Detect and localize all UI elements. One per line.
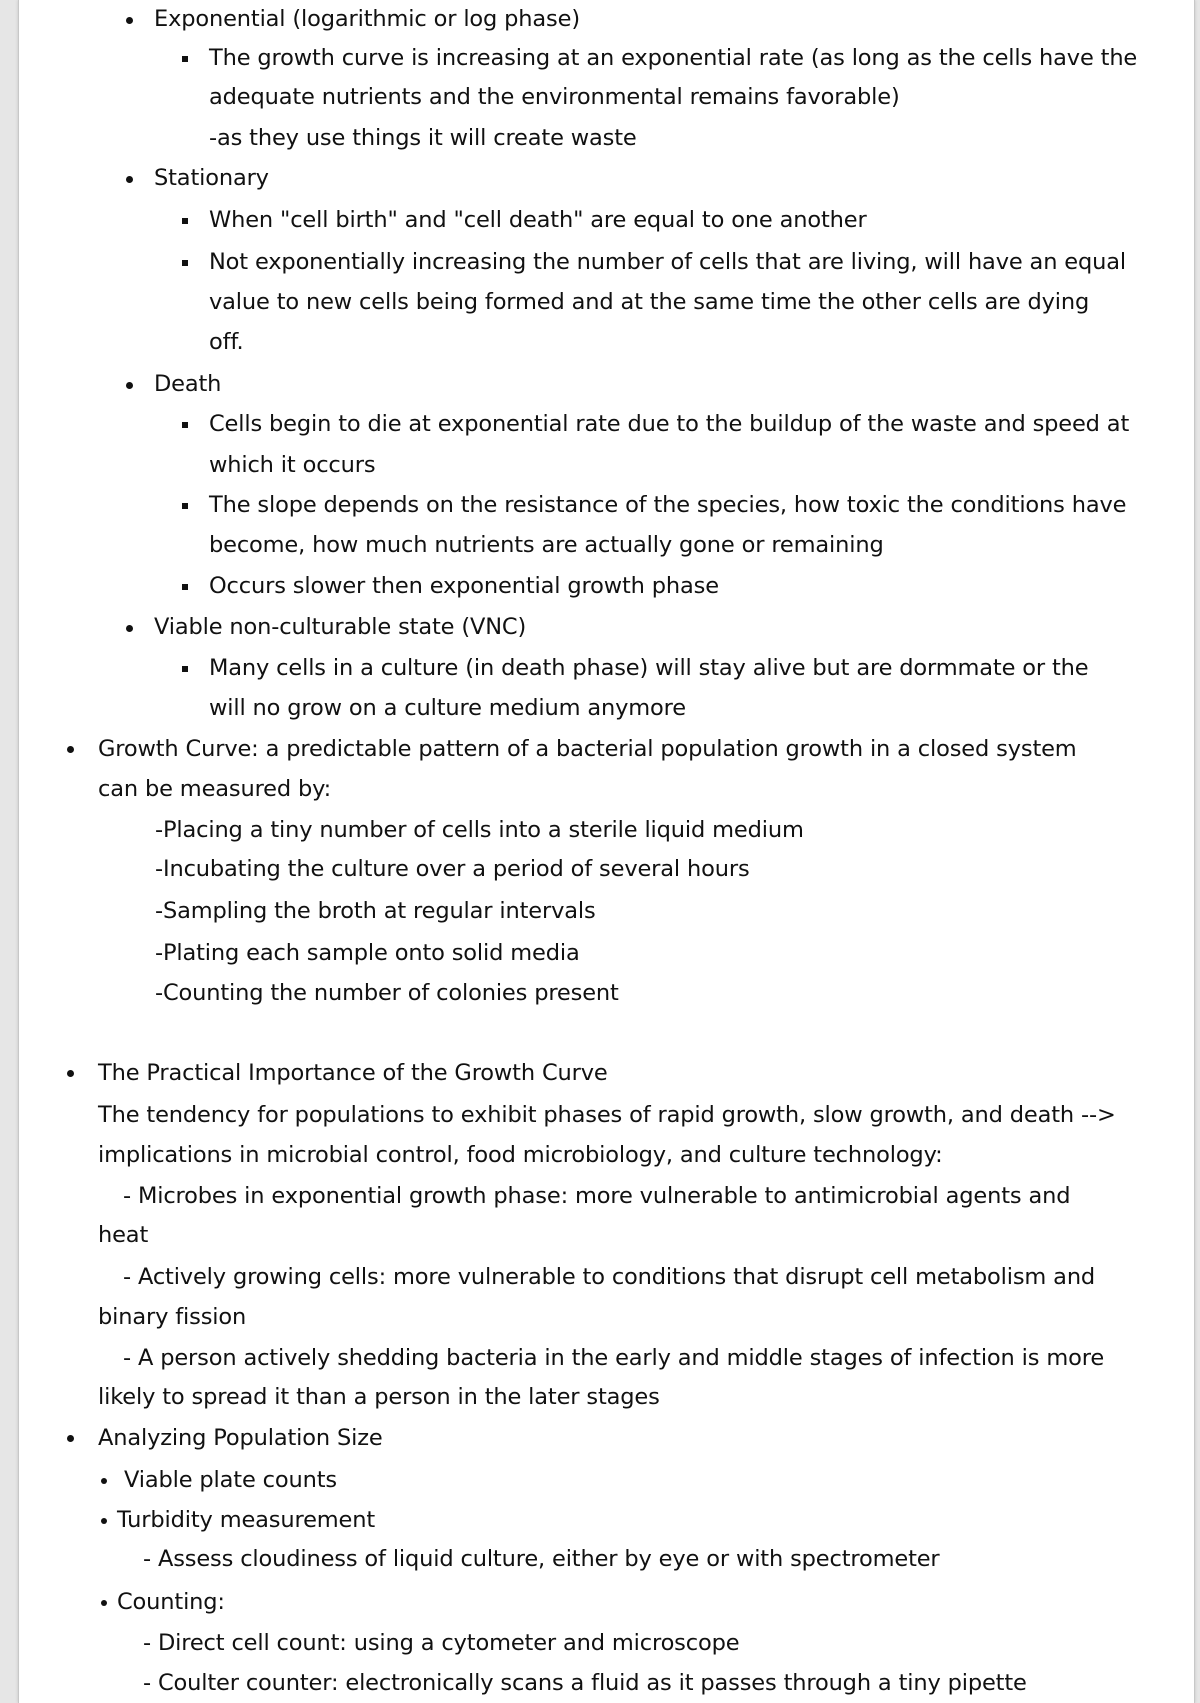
bullet-icon bbox=[101, 1518, 107, 1524]
text-line: - Microbes in exponential growth phase: more vulnerable to antimicrobial agents and bbox=[123, 1183, 1071, 1209]
bullet-icon bbox=[182, 584, 188, 590]
text-line: value to new cells being formed and at the same time the other cells are dying bbox=[209, 289, 1090, 315]
text-line: which it occurs bbox=[209, 452, 376, 478]
text-line: - Actively growing cells: more vulnerable to conditions that disrupt cell metabolism and bbox=[123, 1264, 1096, 1290]
list-item: Stationary bbox=[154, 165, 269, 191]
bullet-icon bbox=[126, 382, 133, 389]
list-item: Not exponentially increasing the number of cells that are living, will have an equal bbox=[209, 249, 1126, 275]
text-line: likely to spread it than a person in the later stages bbox=[98, 1384, 660, 1410]
text-line: implications in microbial control, food microbiology, and culture technology: bbox=[98, 1142, 943, 1168]
list-item: Analyzing Population Size bbox=[98, 1425, 383, 1451]
bullet-icon bbox=[67, 1435, 74, 1442]
list-item: The slope depends on the resistance of the species, how toxic the conditions have bbox=[209, 492, 1127, 518]
list-item: Turbidity measurement bbox=[117, 1507, 376, 1533]
text-line: -Sampling the broth at regular intervals bbox=[155, 898, 596, 924]
text-line: can be measured by: bbox=[98, 776, 332, 802]
text-line: -Incubating the culture over a period of several hours bbox=[155, 856, 750, 882]
bullet-icon bbox=[182, 218, 188, 224]
list-item: Growth Curve: a predictable pattern of a bacterial population growth in a closed system bbox=[98, 736, 1077, 762]
bullet-icon bbox=[126, 625, 133, 632]
text-line: adequate nutrients and the environmental remains favorable) bbox=[209, 84, 900, 110]
text-line: - Assess cloudiness of liquid culture, either by eye or with spectrometer bbox=[143, 1546, 940, 1572]
text-line: -as they use things it will create waste bbox=[209, 125, 637, 151]
list-item: Counting: bbox=[117, 1589, 225, 1615]
list-item: Occurs slower then exponential growth phase bbox=[209, 573, 719, 599]
bullet-icon bbox=[126, 17, 133, 24]
text-line: -Counting the number of colonies present bbox=[155, 980, 619, 1006]
list-item: Cells begin to die at exponential rate due to the buildup of the waste and speed at bbox=[209, 411, 1130, 437]
text-line: - Coulter counter: electronically scans a fluid as it passes through a tiny pipette bbox=[143, 1670, 1027, 1696]
list-item: The Practical Importance of the Growth Curve bbox=[98, 1060, 608, 1086]
list-item: Viable plate counts bbox=[124, 1467, 337, 1493]
bullet-icon bbox=[101, 1600, 107, 1606]
text-line: off. bbox=[209, 329, 244, 355]
bullet-icon bbox=[101, 1478, 107, 1484]
bullet-icon bbox=[182, 260, 188, 266]
bullet-icon bbox=[182, 666, 188, 672]
text-line: The tendency for populations to exhibit phases of rapid growth, slow growth, and death --> bbox=[98, 1102, 1116, 1128]
bullet-icon bbox=[126, 176, 133, 183]
text-line: - Direct cell count: using a cytometer and microscope bbox=[143, 1630, 740, 1656]
list-item: Exponential (logarithmic or log phase) bbox=[154, 6, 580, 32]
text-line: -Placing a tiny number of cells into a sterile liquid medium bbox=[155, 817, 804, 843]
text-line: - A person actively shedding bacteria in the early and middle stages of infection is more bbox=[123, 1345, 1105, 1371]
bullet-icon bbox=[67, 1070, 74, 1077]
text-line: -Plating each sample onto solid media bbox=[155, 940, 580, 966]
bullet-icon bbox=[182, 56, 188, 62]
list-item: When "cell birth" and "cell death" are equal to one another bbox=[209, 207, 867, 233]
bullet-icon bbox=[67, 746, 74, 753]
list-item: Many cells in a culture (in death phase) will stay alive but are dormmate or the bbox=[209, 655, 1089, 681]
bullet-icon bbox=[182, 422, 188, 428]
text-line: become, how much nutrients are actually gone or remaining bbox=[209, 532, 884, 558]
list-item: The growth curve is increasing at an exponential rate (as long as the cells have the bbox=[209, 45, 1138, 71]
text-line: will no grow on a culture medium anymore bbox=[209, 695, 686, 721]
bullet-icon bbox=[182, 503, 188, 509]
text-line: heat bbox=[98, 1222, 149, 1248]
list-item: Viable non-culturable state (VNC) bbox=[154, 614, 527, 640]
text-line: binary fission bbox=[98, 1304, 247, 1330]
list-item: Death bbox=[154, 371, 222, 397]
